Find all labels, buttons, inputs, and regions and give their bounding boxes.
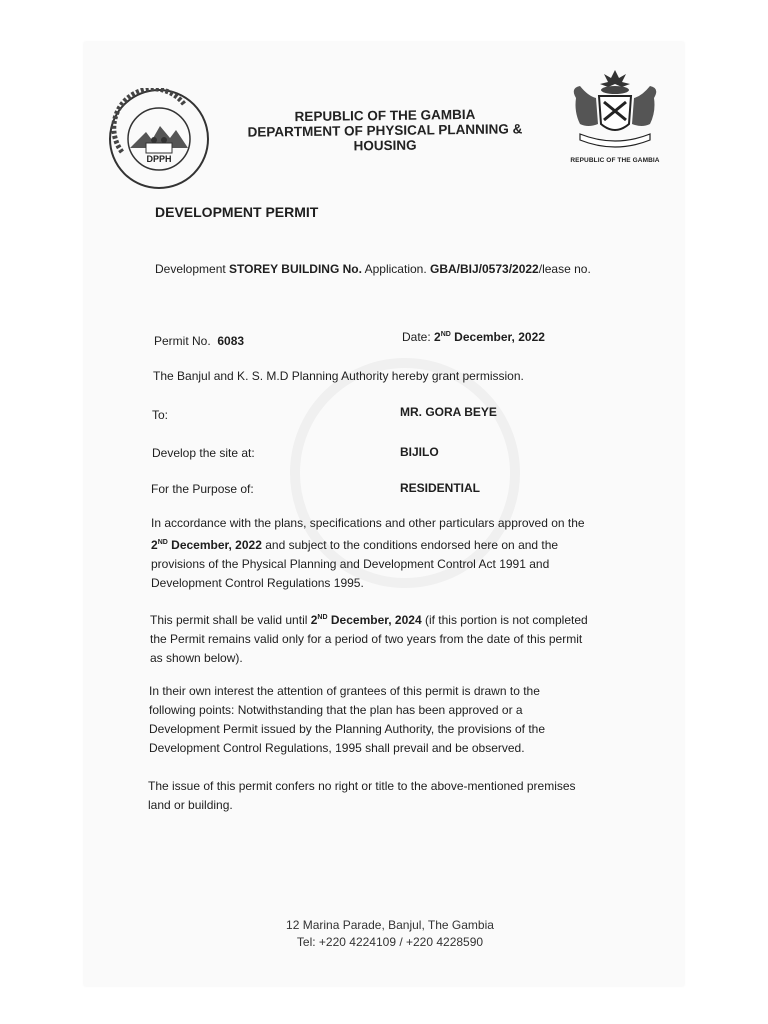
to-label: To:	[152, 408, 169, 422]
grant-statement: The Banjul and K. S. M.D Planning Authority hereby grant permission.	[153, 369, 524, 383]
paragraph-conditions: In their own interest the attention of grantees of this permit is drawn to the following points: Notwithstanding that the plan has been approved or a Development Permit issued by the Planning Authority, the provisions of the Development Control Regulations, 1995 shall prevail and be observed.	[149, 684, 545, 755]
site-value: BIJILO	[400, 445, 439, 459]
header-republic: REPUBLIC OF THE GAMBIA	[294, 106, 476, 125]
footer-address: 12 Marina Parade, Banjul, The Gambia	[286, 918, 494, 932]
grantee-name: MR. GORA BEYE	[400, 405, 497, 419]
permit-number: 6083	[217, 334, 245, 348]
application-line: Development STOREY BUILDING No. Application. GBA/BIJ/0573/2022/lease no.	[155, 262, 591, 276]
permit-number-line: Permit No. 6083	[154, 334, 245, 348]
document-title: DEVELOPMENT PERMIT	[155, 204, 319, 220]
purpose-value: RESIDENTIAL	[400, 481, 481, 495]
date-line: Date: 2ND December, 2022	[402, 330, 545, 344]
application-number: GBA/BIJ/0573/2022	[430, 262, 539, 276]
purpose-label: For the Purpose of:	[151, 482, 254, 496]
svg-text:DPPH: DPPH	[146, 154, 172, 164]
crest-caption: REPUBLIC OF THE GAMBIA	[570, 157, 660, 164]
paragraph-validity: This permit shall be valid until 2ND December, 2024 (if this portion is not completed the Permit remains valid only for a period of two years from the date of this permit as shown below).	[150, 613, 588, 665]
coat-of-arms-logo	[566, 68, 664, 152]
paragraph-approval: In accordance with the plans, specifications and other particulars approved on the 2ND December, 2022 and subject to the conditions endorsed here on and the provisions of the Physical Planning and Development Control Act 1991 and Development Control Regulations 1995.	[151, 516, 585, 590]
site-label: Develop the site at:	[152, 446, 255, 460]
application-type: STOREY BUILDING No.	[229, 262, 362, 276]
header-department: DEPARTMENT OF PHYSICAL PLANNING & HOUSING	[247, 121, 523, 154]
footer-phone: Tel: +220 4224109 / +220 4228590	[296, 935, 484, 949]
paragraph-title-notice: The issue of this permit confers no right or title to the above-mentioned premises land or building.	[148, 779, 576, 812]
permit-date: 2ND December, 2022	[434, 330, 545, 344]
dpph-seal-logo	[108, 88, 210, 190]
